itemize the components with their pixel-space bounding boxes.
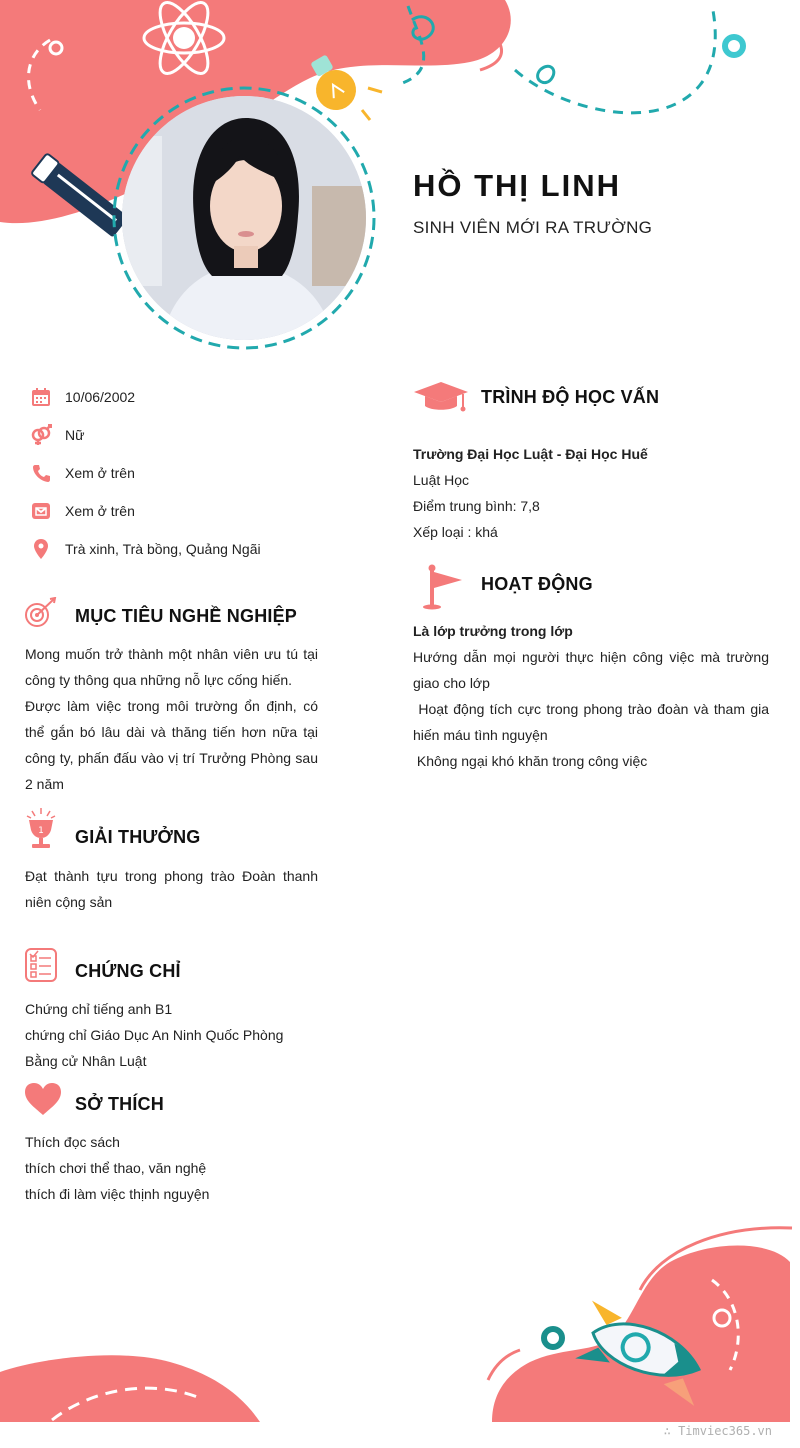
profile-photo — [122, 96, 366, 340]
education-title: TRÌNH ĐỘ HỌC VẤN — [481, 387, 660, 407]
contact-text: 10/06/2002 — [65, 389, 136, 405]
objective-text — [25, 641, 318, 797]
graduation-cap-icon — [413, 380, 469, 419]
education-line: Xếp loại : khá — [413, 524, 498, 540]
hobbies-text — [25, 1129, 318, 1207]
contact-text: Nữ — [65, 427, 85, 443]
contact-text: Xem ở trên — [65, 503, 135, 519]
certificate-line: Bằng cử Nhân Luật — [25, 1053, 147, 1069]
hobby-line: thích đi làm việc thịnh nguyện — [25, 1186, 210, 1202]
hobbies-title: SỞ THÍCH — [75, 1094, 164, 1114]
school-name: Trường Đại Học Luật - Đại Học Huế — [413, 446, 648, 462]
education-line: Điểm trung bình: 7,8 — [413, 498, 540, 514]
activity-heading: Là lớp trưởng trong lớp — [413, 623, 573, 639]
certificates-text — [25, 996, 318, 1074]
hobby-line: Thích đọc sách — [25, 1134, 120, 1150]
trophy-icon — [24, 806, 58, 855]
awards-title: GIẢI THƯỞNG — [75, 827, 201, 847]
contact-text: Xem ở trên — [65, 465, 135, 481]
checklist-icon — [25, 948, 57, 987]
certificate-line: Chứng chỉ tiếng anh B1 — [25, 1001, 173, 1017]
contact-item-address — [30, 537, 330, 561]
activity-line: Hoạt động tích cực trong phong trào đoàn và tham gia hiến máu tình nguyện — [413, 701, 773, 743]
education-text — [413, 441, 773, 545]
activities-title: HOẠT ĐỘNG — [481, 574, 593, 594]
location-icon — [30, 538, 52, 560]
heart-icon — [24, 1082, 62, 1121]
certificate-line: chứng chỉ Giáo Dục An Ninh Quốc Phòng — [25, 1027, 284, 1043]
footer-brand: ∴ Timviec365.vn — [663, 1424, 772, 1438]
flag-icon — [421, 564, 463, 615]
activity-line: Hướng dẫn mọi người thực hiện công việc mà trường giao cho lớp — [413, 649, 769, 691]
phone-icon — [30, 462, 52, 484]
objective-line: Được làm việc trong môi trường ổn định, có thể gắn bó lâu dài và thăng tiến hơn nữa tại công ty, phấn đấu vào vị trí Trưởng Phòng sau 2 năm — [25, 698, 318, 792]
svg-text:1: 1 — [38, 826, 44, 836]
candidate-name: HỒ THỊ LINH — [413, 168, 621, 203]
contact-item-phone — [30, 461, 330, 485]
target-icon — [24, 597, 58, 634]
candidate-role: SINH VIÊN MỚI RA TRƯỜNG — [413, 218, 653, 237]
objective-line: Mong muốn trở thành một nhân viên ưu tú tại công ty thông qua những nỗ lực cống hiến. — [25, 646, 318, 688]
gender-icon — [30, 424, 52, 446]
activities-text — [413, 618, 773, 774]
calendar-icon — [30, 386, 52, 408]
contact-item-birthday — [30, 385, 330, 409]
education-line: Luật Học — [413, 472, 470, 488]
certificates-title: CHỨNG CHỈ — [75, 961, 181, 981]
objective-title: MỤC TIÊU NGHỀ NGHIỆP — [75, 606, 298, 626]
portrait-illustration — [122, 96, 366, 340]
hobby-line: thích chơi thể thao, văn nghệ — [25, 1160, 207, 1176]
awards-line: Đạt thành tựu trong phong trào Đoàn thanh niên cộng sản — [25, 868, 318, 910]
email-icon — [30, 500, 52, 522]
activity-line: Không ngại khó khăn trong công việc — [413, 753, 648, 769]
contact-item-gender — [30, 423, 330, 447]
contact-text: Trà xinh, Trà bồng, Quảng Ngãi — [65, 541, 261, 557]
awards-text — [25, 863, 318, 915]
contact-item-email — [30, 499, 330, 523]
